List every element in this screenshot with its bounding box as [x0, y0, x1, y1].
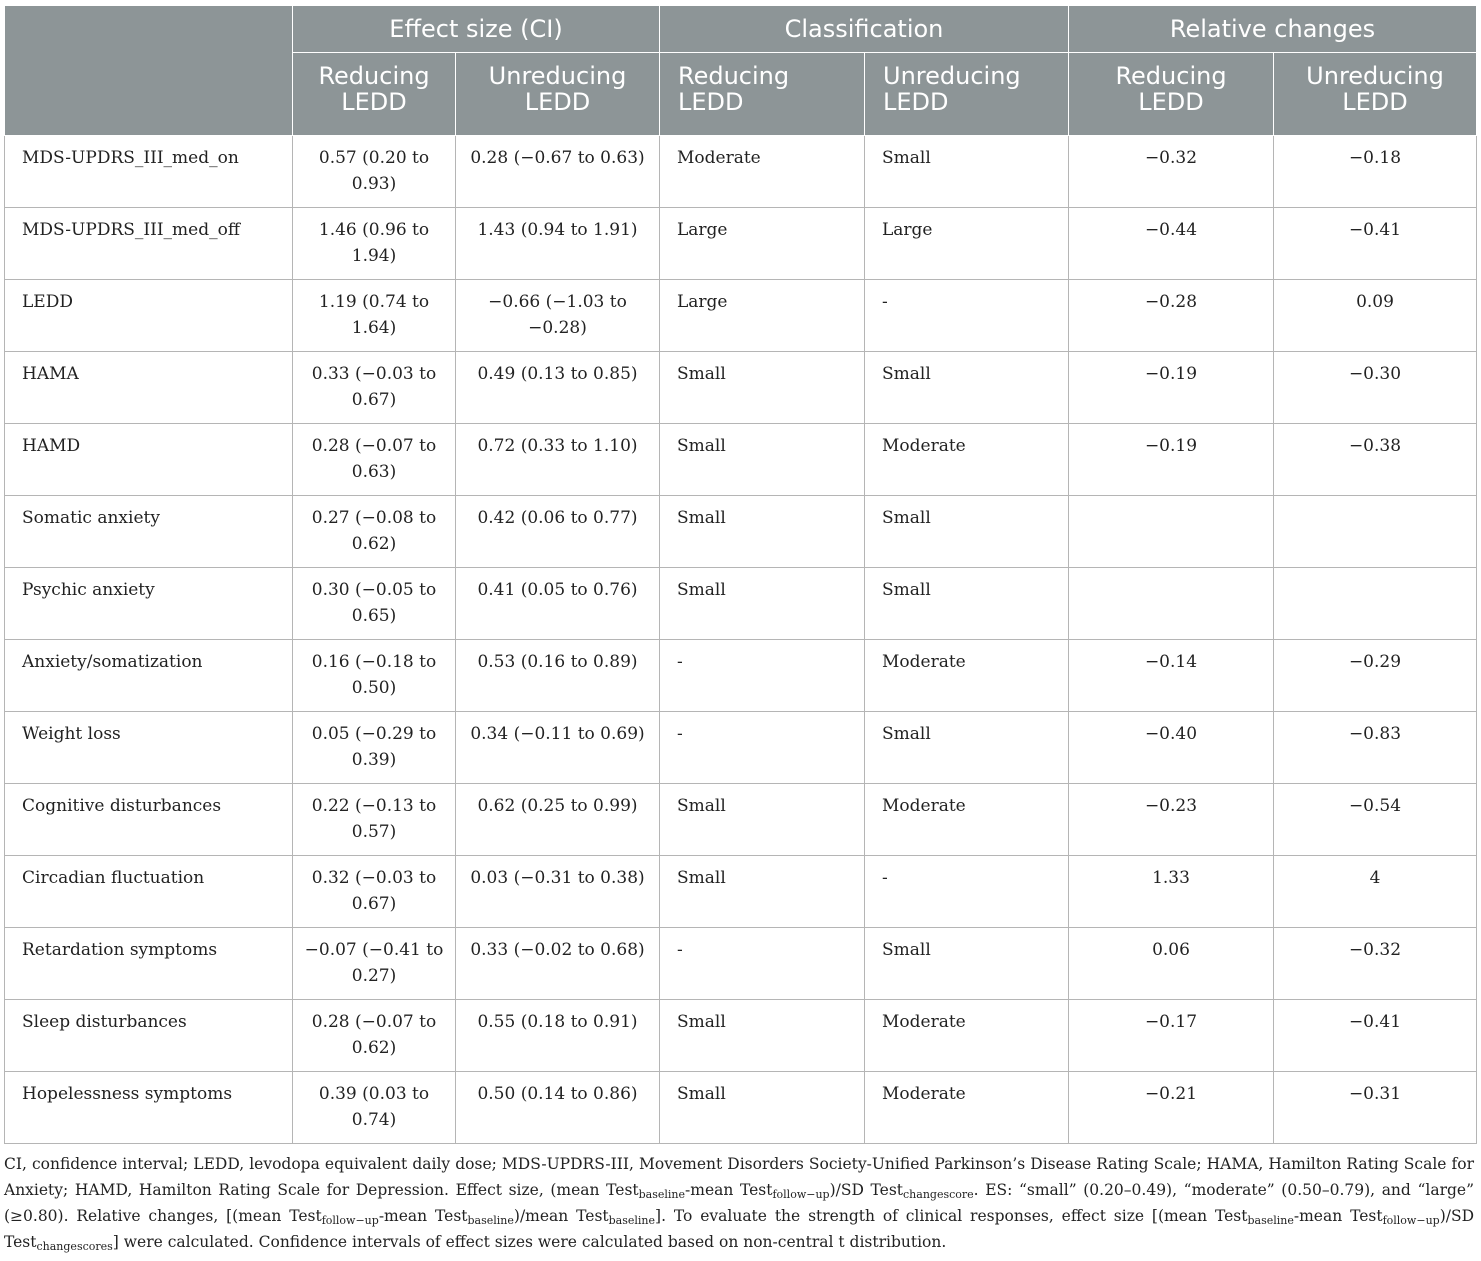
cell-es-reducing: 0.33 (−0.03 to 0.67) — [293, 352, 456, 424]
header-group-classification: Classification — [660, 6, 1069, 53]
cell-rc-reducing: −0.23 — [1069, 784, 1274, 856]
cell-es-unreducing: 0.33 (−0.02 to 0.68) — [456, 928, 660, 1000]
table-footnote: CI, confidence interval; LEDD, levodopa equivalent daily dose; MDS-UPDRS-III, Movement Disorders Society-Unified Parkinson’s Disease Rating Scale; HAMA, Hamilton Rating Scale for Anxiety; HAMD, Hamilton Rating Scale for Depression. Effect size, (mean Test$_{baseline}$-mean Test$_{follow-up}$)/SD Test$_{changescore}$. ES: “small” (0.20–0.49), “moderate” (0.50–0.79), and “large” (≥0.80). Relative changes, [(mean Test$_{follow-up}$-mean Test$_{baseline}$)/mean Test$_{baseline}$]. To evaluate the strength of clinical responses, effect size [(mean Test$_{baseline}$-mean Test$_{follow-up}$)/SD Test$_{changescores}$] were calculated. Confidence intervals of effect sizes were calculated based on non-central t distribution. — [4, 1155, 1475, 1253]
cell-cls-reducing: - — [660, 712, 865, 784]
cell-es-unreducing: 0.55 (0.18 to 0.91) — [456, 1000, 660, 1072]
cell-es-reducing: 0.30 (−0.05 to 0.65) — [293, 568, 456, 640]
cell-rc-unreducing: −0.32 — [1274, 928, 1477, 1000]
cell-es-unreducing: 0.34 (−0.11 to 0.69) — [456, 712, 660, 784]
cell-rc-unreducing: −0.29 — [1274, 640, 1477, 712]
cell-rc-reducing — [1069, 568, 1274, 640]
cell-es-unreducing: 0.53 (0.16 to 0.89) — [456, 640, 660, 712]
table-row — [5, 712, 1477, 784]
header-corner — [5, 6, 293, 136]
cell-rc-unreducing — [1274, 568, 1477, 640]
cell-rc-reducing — [1069, 496, 1274, 568]
cell-rc-unreducing: −0.18 — [1274, 136, 1477, 208]
table-row — [5, 568, 1477, 640]
cell-rc-reducing: 1.33 — [1069, 856, 1274, 928]
cell-cls-reducing: Moderate — [660, 136, 865, 208]
cell-cls-reducing: - — [660, 928, 865, 1000]
cell-es-unreducing: 0.28 (−0.67 to 0.63) — [456, 136, 660, 208]
cell-rc-unreducing: −0.41 — [1274, 1000, 1477, 1072]
cell-es-reducing: 1.46 (0.96 to 1.94) — [293, 208, 456, 280]
row-label: Cognitive disturbances — [5, 784, 293, 856]
cell-es-unreducing: 0.72 (0.33 to 1.10) — [456, 424, 660, 496]
cell-rc-reducing: −0.19 — [1069, 424, 1274, 496]
cell-rc-unreducing — [1274, 496, 1477, 568]
cell-es-reducing: 0.16 (−0.18 to 0.50) — [293, 640, 456, 712]
row-label: MDS-UPDRS_III_med_on — [5, 136, 293, 208]
cell-cls-unreducing: Large — [865, 208, 1069, 280]
cell-cls-unreducing: Small — [865, 496, 1069, 568]
subheader-es-unreducing: Unreducing LEDD — [456, 53, 660, 136]
cell-es-unreducing: 0.42 (0.06 to 0.77) — [456, 496, 660, 568]
cell-es-reducing: −0.07 (−0.41 to 0.27) — [293, 928, 456, 1000]
subheader-es-reducing: Reducing LEDD — [293, 53, 456, 136]
table-row — [5, 928, 1477, 1000]
cell-es-reducing: 0.39 (0.03 to 0.74) — [293, 1072, 456, 1144]
cell-rc-reducing: −0.17 — [1069, 1000, 1274, 1072]
cell-cls-reducing: Large — [660, 208, 865, 280]
cell-cls-unreducing: Small — [865, 928, 1069, 1000]
cell-es-unreducing: 0.41 (0.05 to 0.76) — [456, 568, 660, 640]
table-row — [5, 1000, 1477, 1072]
footnote-text: CI, confidence interval; LEDD, levodopa equivalent daily dose; MDS-UPDRS-III, Movement Disorders Society-Unified Parkinson’s Disease Rating Scale; HAMA, Hamilton Rating Scale for Anxiety; HAMD, Hamilton Rating Scale for Depression. Effect size, (mean Test — [4, 1155, 1474, 1199]
table-row — [5, 136, 1477, 208]
cell-cls-reducing: Small — [660, 352, 865, 424]
row-label: HAMD — [5, 424, 293, 496]
row-label: Weight loss — [5, 712, 293, 784]
cell-cls-unreducing: Moderate — [865, 1000, 1069, 1072]
table-row — [5, 352, 1477, 424]
row-label: Hopelessness symptoms — [5, 1072, 293, 1144]
cell-rc-reducing: −0.40 — [1069, 712, 1274, 784]
cell-rc-unreducing: −0.83 — [1274, 712, 1477, 784]
table-row — [5, 208, 1477, 280]
cell-es-unreducing: −0.66 (−1.03 to −0.28) — [456, 280, 660, 352]
cell-rc-unreducing: 4 — [1274, 856, 1477, 928]
table-row — [5, 640, 1477, 712]
cell-cls-reducing: Small — [660, 424, 865, 496]
cell-cls-reducing: Small — [660, 784, 865, 856]
cell-es-reducing: 0.28 (−0.07 to 0.62) — [293, 1000, 456, 1072]
cell-cls-unreducing: Small — [865, 568, 1069, 640]
row-label: LEDD — [5, 280, 293, 352]
cell-es-unreducing: 0.49 (0.13 to 0.85) — [456, 352, 660, 424]
cell-es-reducing: 0.32 (−0.03 to 0.67) — [293, 856, 456, 928]
row-label: Sleep disturbances — [5, 1000, 293, 1072]
cell-cls-reducing: Small — [660, 1072, 865, 1144]
table-body — [5, 136, 1477, 1144]
cell-rc-reducing: −0.21 — [1069, 1072, 1274, 1144]
row-label: Circadian fluctuation — [5, 856, 293, 928]
subheader-rc-reducing: Reducing LEDD — [1069, 53, 1274, 136]
cell-es-unreducing: 0.50 (0.14 to 0.86) — [456, 1072, 660, 1144]
cell-rc-reducing: −0.44 — [1069, 208, 1274, 280]
subheader-cls-unreducing: Unreducing LEDD — [865, 53, 1069, 136]
cell-rc-reducing: −0.28 — [1069, 280, 1274, 352]
cell-es-unreducing: 1.43 (0.94 to 1.91) — [456, 208, 660, 280]
table-container — [4, 5, 1476, 1255]
cell-es-reducing: 0.05 (−0.29 to 0.39) — [293, 712, 456, 784]
cell-rc-reducing: −0.14 — [1069, 640, 1274, 712]
row-label: MDS-UPDRS_III_med_off — [5, 208, 293, 280]
cell-rc-unreducing: −0.54 — [1274, 784, 1477, 856]
cell-cls-reducing: Small — [660, 496, 865, 568]
cell-cls-unreducing: Moderate — [865, 1072, 1069, 1144]
table-row — [5, 496, 1477, 568]
table-row — [5, 784, 1477, 856]
cell-cls-reducing: Small — [660, 1000, 865, 1072]
cell-cls-reducing: Small — [660, 856, 865, 928]
row-label: Retardation symptoms — [5, 928, 293, 1000]
cell-cls-unreducing: Moderate — [865, 640, 1069, 712]
row-label: HAMA — [5, 352, 293, 424]
subheader-cls-reducing: Reducing LEDD — [660, 53, 865, 136]
table-header — [5, 6, 1477, 136]
cell-es-unreducing: 0.03 (−0.31 to 0.38) — [456, 856, 660, 928]
subheader-rc-unreducing: Unreducing LEDD — [1274, 53, 1477, 136]
results-table — [4, 5, 1477, 1144]
cell-cls-unreducing: Small — [865, 352, 1069, 424]
cell-rc-unreducing: −0.41 — [1274, 208, 1477, 280]
cell-es-reducing: 0.27 (−0.08 to 0.62) — [293, 496, 456, 568]
cell-cls-unreducing: Moderate — [865, 424, 1069, 496]
cell-cls-unreducing: - — [865, 856, 1069, 928]
cell-cls-reducing: Large — [660, 280, 865, 352]
cell-cls-unreducing: - — [865, 280, 1069, 352]
cell-rc-unreducing: −0.38 — [1274, 424, 1477, 496]
cell-rc-reducing: −0.32 — [1069, 136, 1274, 208]
cell-es-reducing: 0.57 (0.20 to 0.93) — [293, 136, 456, 208]
table-row — [5, 424, 1477, 496]
header-group-effect-size: Effect size (CI) — [293, 6, 660, 53]
cell-rc-reducing: 0.06 — [1069, 928, 1274, 1000]
header-group-relative-changes: Relative changes — [1069, 6, 1477, 53]
cell-es-reducing: 1.19 (0.74 to 1.64) — [293, 280, 456, 352]
cell-cls-unreducing: Small — [865, 136, 1069, 208]
table-row — [5, 856, 1477, 928]
cell-cls-unreducing: Moderate — [865, 784, 1069, 856]
row-label: Psychic anxiety — [5, 568, 293, 640]
table-row — [5, 280, 1477, 352]
cell-es-reducing: 0.22 (−0.13 to 0.57) — [293, 784, 456, 856]
cell-rc-unreducing: 0.09 — [1274, 280, 1477, 352]
table-row — [5, 1072, 1477, 1144]
row-label: Somatic anxiety — [5, 496, 293, 568]
cell-rc-unreducing: −0.30 — [1274, 352, 1477, 424]
cell-es-unreducing: 0.62 (0.25 to 0.99) — [456, 784, 660, 856]
cell-cls-reducing: Small — [660, 568, 865, 640]
row-label: Anxiety/somatization — [5, 640, 293, 712]
cell-es-reducing: 0.28 (−0.07 to 0.63) — [293, 424, 456, 496]
cell-rc-unreducing: −0.31 — [1274, 1072, 1477, 1144]
cell-cls-reducing: - — [660, 640, 865, 712]
cell-cls-unreducing: Small — [865, 712, 1069, 784]
cell-rc-reducing: −0.19 — [1069, 352, 1274, 424]
